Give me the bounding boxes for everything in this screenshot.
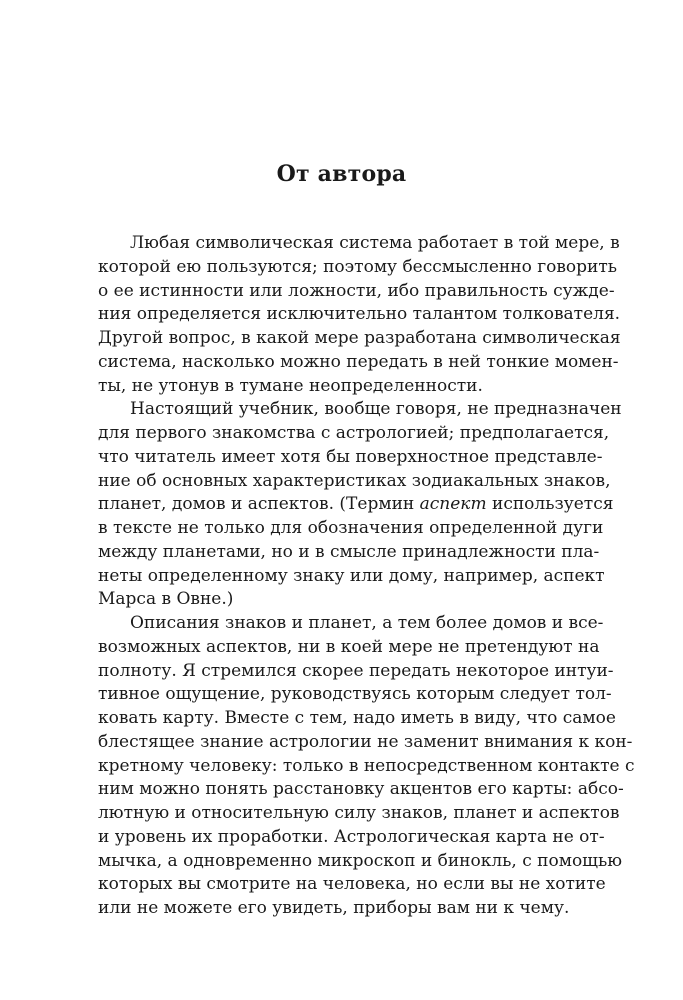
text-line: Настоящий учебник, вообще говоря, не предназначен — [130, 399, 622, 420]
text-line: о ее истинности или ложности, ибо правильность сужде- — [98, 280, 615, 301]
text-line: или не можете его увидеть, приборы вам ни к чему. — [98, 898, 570, 918]
text-line: и уровень их проработки. Астрологическая карта не от- — [98, 826, 605, 847]
text-line: система, насколько можно передать в ней тонкие момен- — [98, 351, 619, 372]
text-line: ковать карту. Вместе с тем, надо иметь в виду, что самое — [98, 708, 616, 728]
text-segment: используется — [486, 494, 614, 515]
body-text — [98, 232, 635, 921]
text-line: возможных аспектов, ни в коей мере не претендуют на — [98, 636, 600, 657]
text-line-with-italic — [98, 493, 614, 517]
text-line: кретному человеку: только в непосредственном контакте с — [98, 755, 635, 776]
text-line: ним можно понять расстановку акцентов его карты: абсо- — [98, 779, 624, 800]
text-line: Любая символическая система работает в той мере, в — [130, 233, 620, 253]
text-line: которой ею пользуются; поэтому бессмысленно говорить — [98, 256, 618, 277]
text-line: тивное ощущение, руководствуясь которым следует тол- — [98, 684, 612, 705]
text-line: что читатель имеет хотя бы поверхностное представле- — [98, 446, 603, 467]
text-line: неты определенному знаку или дому, например, аспект — [98, 565, 605, 586]
text-line: полноту. Я стремился скорее передать некоторое интуи- — [98, 660, 614, 681]
text-line: Другой вопрос, в какой мере разработана символическая — [98, 328, 621, 348]
paragraph-3 — [98, 612, 635, 921]
text-line: ния определяется исключительно талантом толкователя. — [98, 304, 621, 325]
paragraph-2 — [98, 398, 622, 612]
text-line: в тексте не только для обозначения определенной дуги — [98, 518, 604, 538]
text-segment: планет, домов и аспектов. (Термин — [98, 494, 420, 515]
text-line: ние об основных характеристиках зодиакальных знаков, — [98, 470, 611, 491]
paragraph-1 — [98, 232, 621, 398]
text-line: Описания знаков и планет, а тем более домов и все- — [130, 613, 604, 633]
page-title: От автора — [276, 161, 407, 187]
text-line: ты, не утонув в тумане неопределенности. — [98, 375, 483, 396]
text-line: которых вы смотрите на человека, но если вы не хотите — [98, 874, 606, 895]
text-line: блестящее знание астрологии не заменит внимания к кон- — [98, 731, 633, 752]
text-line: мычка, а одновременно микроскоп и бинокль, с помощью — [98, 850, 623, 871]
text-line: Марса в Овне.) — [98, 589, 234, 610]
italic-term: аспект — [419, 494, 487, 515]
text-line: между планетами, но и в смысле принадлежности пла- — [98, 541, 600, 562]
text-line: для первого знакомства с астрологией; предполагается, — [98, 423, 610, 443]
text-line: лютную и относительную силу знаков, планет и аспектов — [98, 803, 620, 823]
